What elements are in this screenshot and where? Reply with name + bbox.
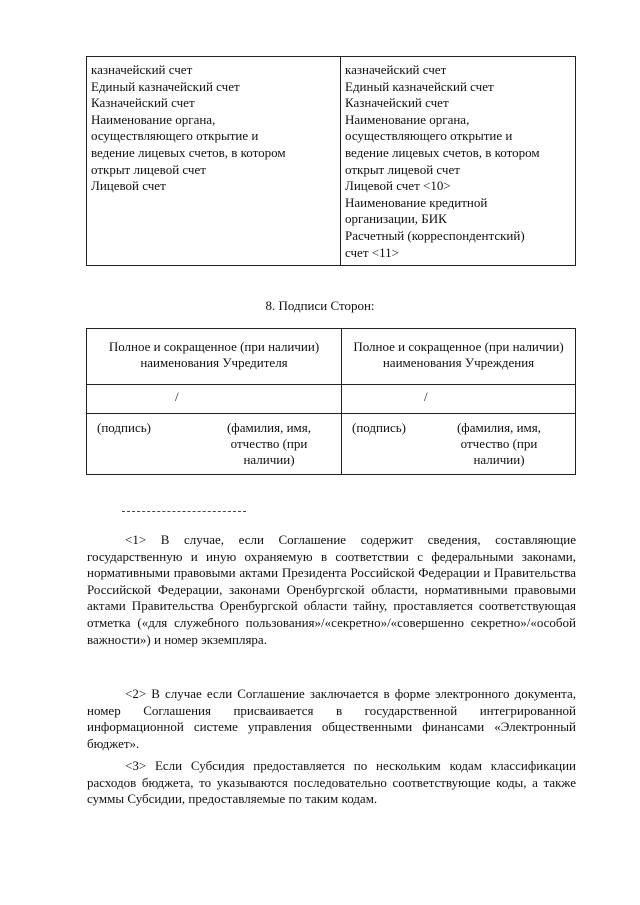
name-label: (фамилия, имя, отчество (при наличии) xyxy=(226,420,312,467)
founder-account-cell xyxy=(87,57,341,266)
founder-account-line: Казначейский счет xyxy=(91,95,195,111)
founder-account-line: ведение лицевых счетов, в котором xyxy=(91,144,286,160)
signature-slash: / xyxy=(424,389,428,404)
institution-account-line: Казначейский счет xyxy=(345,95,449,111)
name-label: (фамилия, имя, отчество (при наличии) xyxy=(456,420,542,467)
institution-account-line: Наименование кредитной xyxy=(345,194,488,210)
footnote-1: <1> В случае, если Соглашение содержит сведения, составляющие государственную и иную охраняемую в соответствии с федеральными законами, нормативными правовыми актами Президента Российской Федерации и Правительства Российской Федерации, законами Оренбургской области, нормативными правовыми актами Правительства Оренбургской области тайну, проставляется соответствующая отметка («для служебного пользования»/«секретно»/«совершенно секретно»/«особой важности») и номер экземпляра. xyxy=(87,532,576,647)
signatures-table xyxy=(86,328,576,475)
signature-label: (подпись) xyxy=(97,420,151,435)
institution-name-header: Полное и сокращенное (при наличии) наименования Учреждения xyxy=(342,329,576,385)
institution-account-cell xyxy=(341,57,576,266)
signature-label: (подпись) xyxy=(352,420,406,435)
footnote-2: <2> В случае если Соглашение заключается в форме электронного документа, номер Соглашения присваивается в государственной интегрированной информационной системе управления общественными финансами «Электронный бюджет». xyxy=(87,686,576,751)
founder-account-line: Единый казначейский счет xyxy=(91,78,240,94)
signature-slash: / xyxy=(175,389,179,404)
institution-account-line: Расчетный (корреспондентский) xyxy=(345,227,525,243)
signatures-section-title: 8. Подписи Сторон: xyxy=(265,298,375,313)
founder-signature-labels xyxy=(87,414,342,475)
institution-signature-labels xyxy=(342,414,576,475)
institution-account-line: счет <11> xyxy=(345,244,399,260)
founder-signature-line xyxy=(87,385,342,414)
institution-account-line: осуществляющего открытие и xyxy=(345,128,513,144)
institution-account-line: открыт лицевой счет xyxy=(345,161,460,177)
footnote-3: <3> Если Субсидия предоставляется по нескольким кодам классификации расходов бюджета, то указываются последовательно соответствующие коды, а также суммы Субсидии, предоставляемые по таким кодам. xyxy=(87,758,576,807)
founder-account-line: открыт лицевой счет xyxy=(91,161,206,177)
institution-account-line: Наименование органа, xyxy=(345,111,470,127)
account-details-table xyxy=(86,56,576,266)
founder-name-header: Полное и сокращенное (при наличии) наименования Учредителя xyxy=(87,329,342,385)
institution-account-line: казначейский счет xyxy=(345,62,447,77)
founder-account-line: казначейский счет xyxy=(91,62,193,77)
institution-signature-line xyxy=(342,385,576,414)
footnote-separator xyxy=(122,511,246,512)
institution-account-line: Единый казначейский счет xyxy=(345,78,494,94)
founder-account-line: осуществляющего открытие и xyxy=(91,128,259,144)
institution-account-line: ведение лицевых счетов, в котором xyxy=(345,144,540,160)
founder-account-line: Лицевой счет xyxy=(91,178,166,194)
institution-account-line: организации, БИК xyxy=(345,211,447,227)
founder-account-line: Наименование органа, xyxy=(91,111,216,127)
institution-account-line: Лицевой счет <10> xyxy=(345,178,451,194)
